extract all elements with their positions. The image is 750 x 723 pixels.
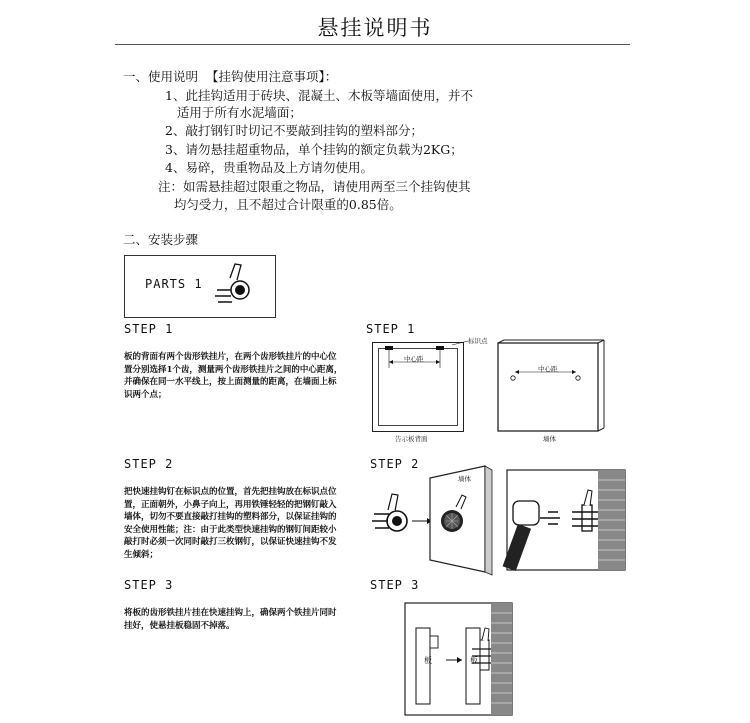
board-label-right: 板 [470,656,478,665]
parts-label: PARTS 1 [145,277,203,291]
document-title: 悬挂说明书 [317,16,433,40]
step3-label-right: STEP 3 [370,578,420,592]
step2-label-left: STEP 2 [124,457,174,471]
step2-label-right: STEP 2 [370,457,420,471]
usage-item-4: 4、易碎，贵重物品及上方请勿使用。 [165,160,373,175]
wall-caption: 墙体 [543,435,556,443]
usage-note-1: 注：如需悬挂超过限重之物品，请使用两至三个挂钩使其 [158,179,471,194]
usage-note-2: 均匀受力，且不超过合计限重的0.85倍。 [158,197,402,212]
step2-text: 把快速挂钩钉在标识点的位置，首先把挂钩放在标识点位 置，正面朝外，小鼻子向上，再用铁锤轻轻的把钢钉敲入 墙体，切勿不要直接敲打挂钩的塑料部分，以保证挂钩的 安全使用性能；注：由于此类型快速挂钩的钢钉间距较小 敲打时必须一次同时敲打三枚钢钉，以保证快速挂钩不发 生倾斜； [124,487,337,560]
board-back-caption: 告示板背面 [395,435,428,443]
mark-point-label: 标识点 [468,337,488,345]
wall-label-step2: 墙体 [458,475,471,483]
usage-item-3: 3、请勿悬挂超重物品，单个挂钩的额定负载为2KG； [165,142,463,157]
step3-label-left: STEP 3 [124,578,174,592]
step1-label-left: STEP 1 [124,322,174,336]
board-label-left: 板 [424,656,432,665]
usage-item-2: 2、敲打钢钉时切记不要敲到挂钩的塑料部分； [165,123,423,138]
usage-item-1: 1、此挂钩适用于砖块、混凝土、木板等墙面使用，并不 [165,88,473,103]
step3-text: 将板的齿形铁挂片挂在快速挂钩上，确保两个铁挂片同时 挂好，使悬挂板稳固不掉落。 [124,608,337,631]
section1-heading: 一、使用说明 【挂钩使用注意事项】： [123,69,338,84]
step1-text: 板的背面有两个齿形铁挂片，在两个齿形铁挂片的中心位 置分别选择1个齿，测量两个齿形铁挂片之间的中心距离， 并确保在同一水平线上，按上面测量的距离，在墙面上标 识两个点； [124,352,343,400]
step1-label-right: STEP 1 [366,322,416,336]
usage-item-1-cont: 适用于所有水泥墙面； [165,105,302,120]
center-distance-label-left: 中心距 [404,355,424,363]
center-distance-label-right: 中心距 [538,365,558,373]
section2-heading: 二、安装步骤 [123,232,199,247]
